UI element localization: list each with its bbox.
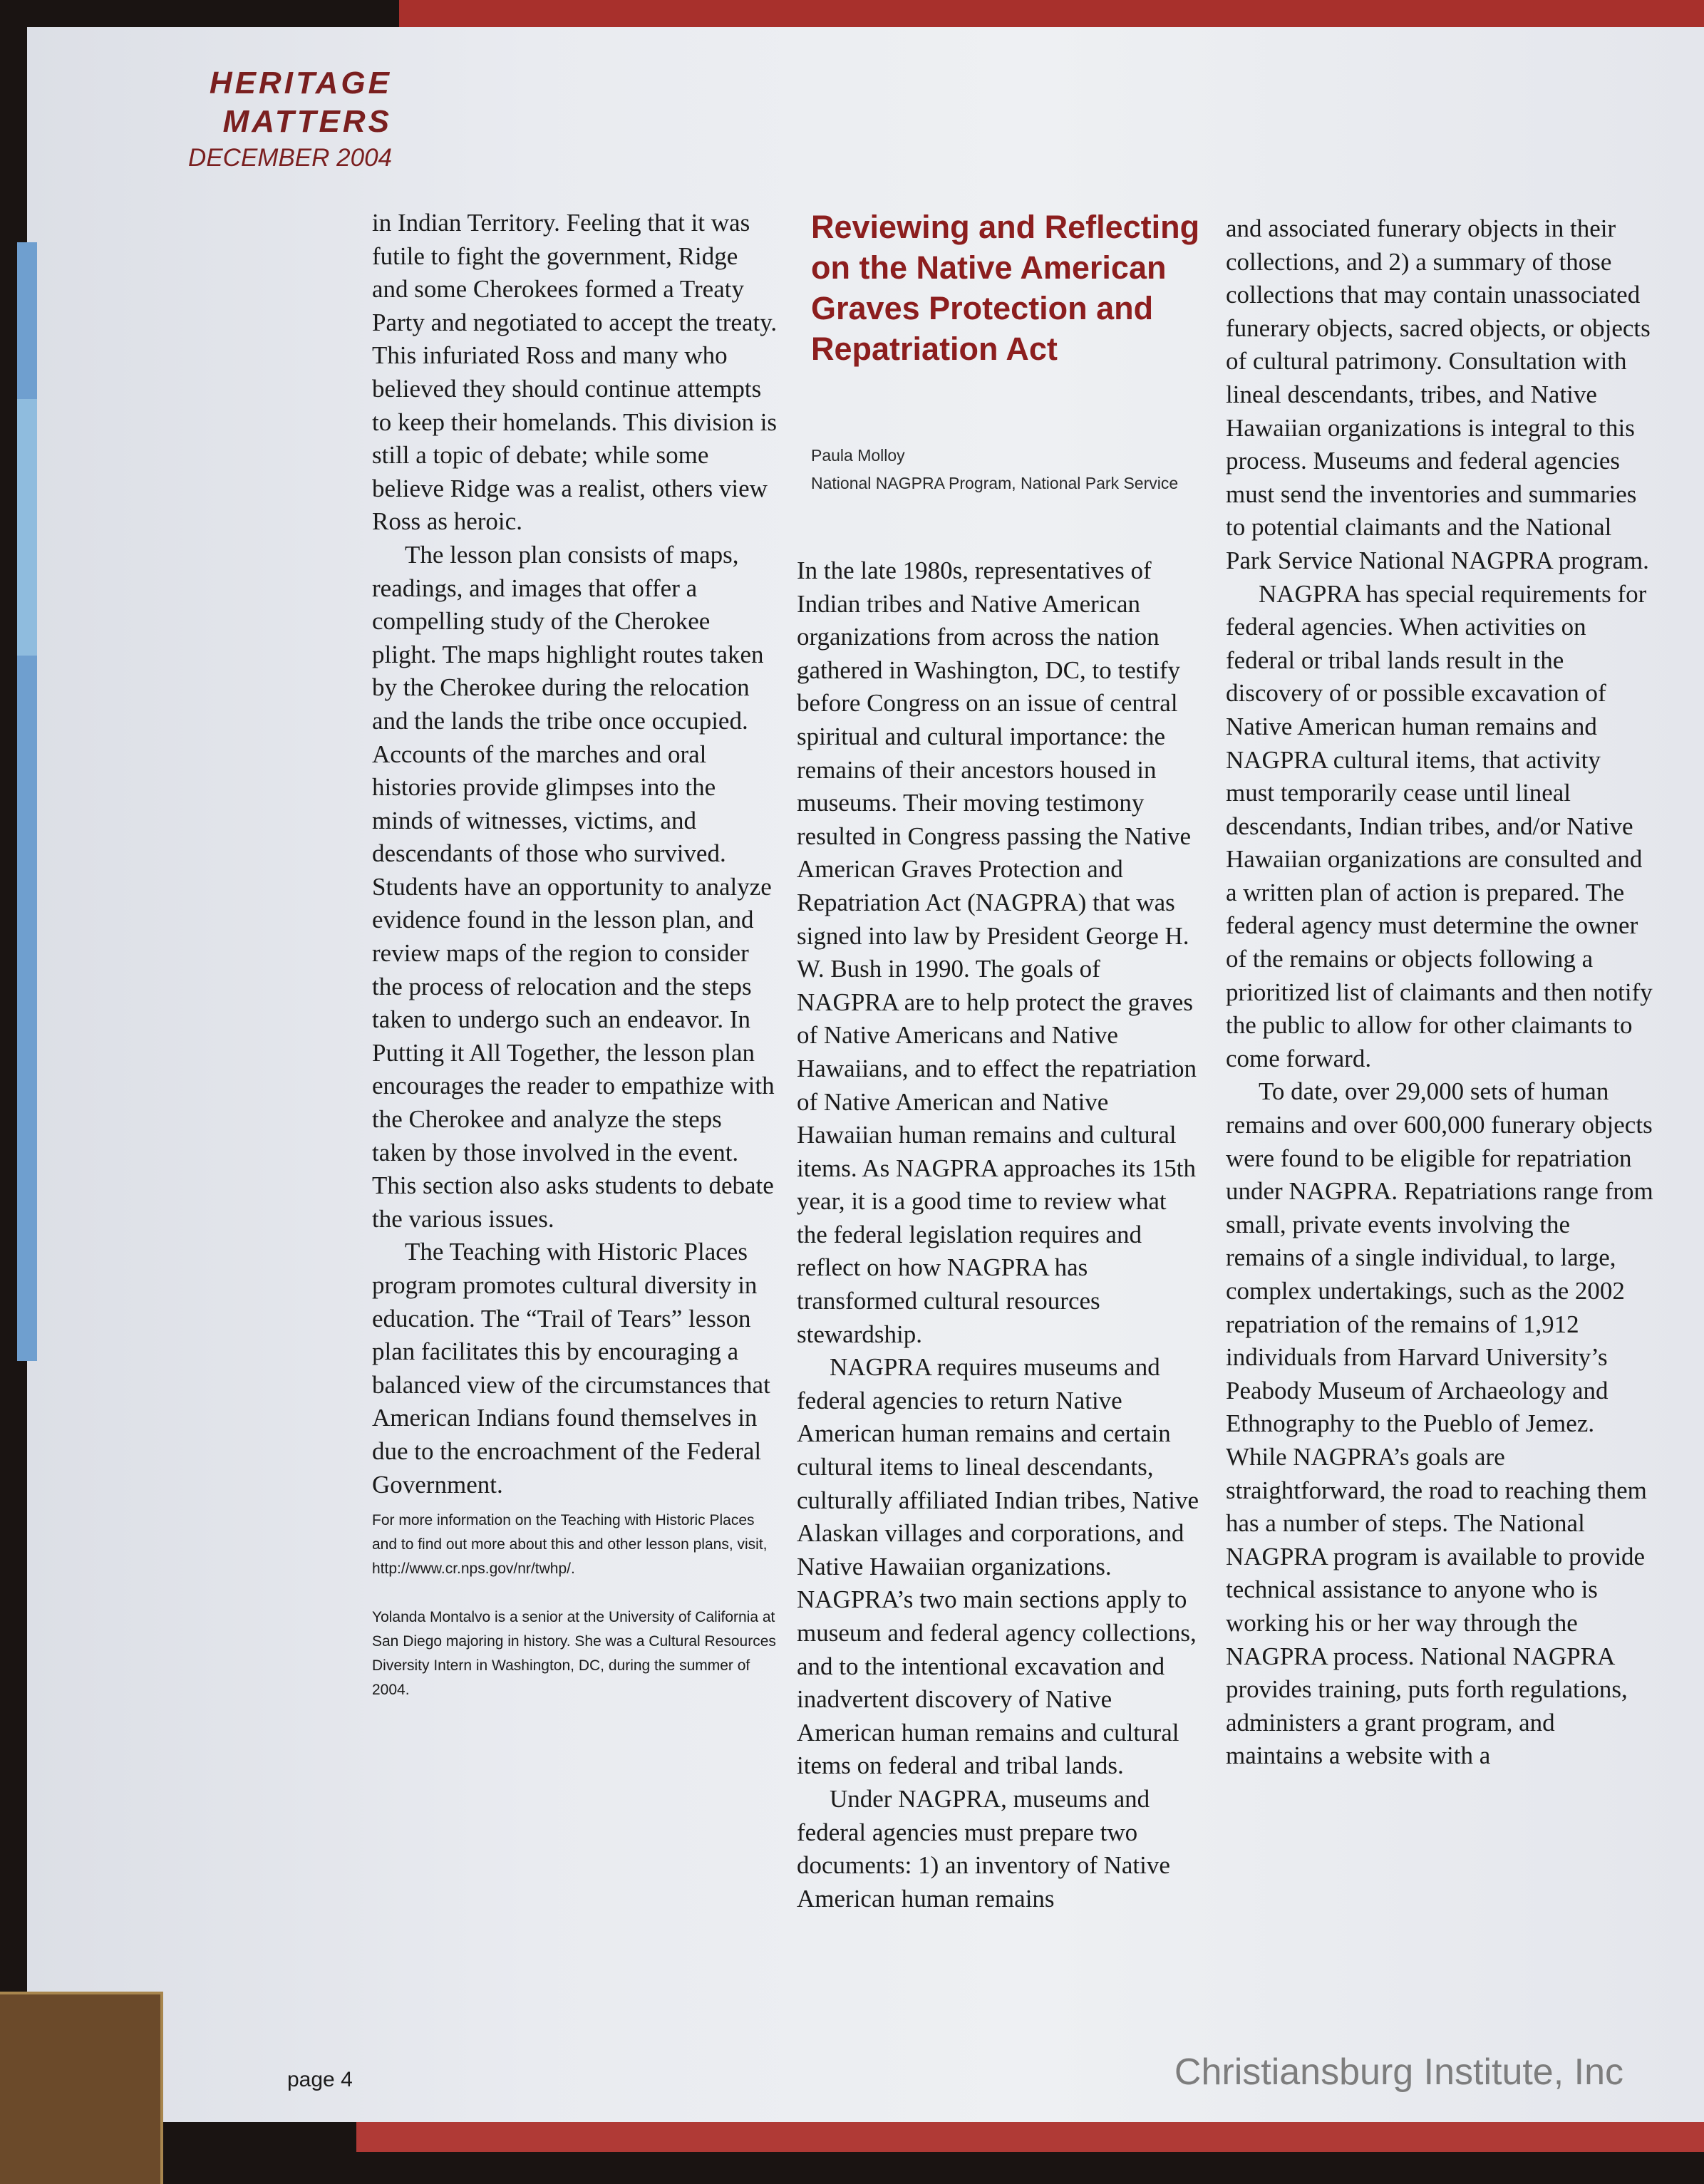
byline-name: Paula Molloy bbox=[811, 446, 905, 465]
paragraph: The lesson plan consists of maps, readings, and images that offer a compelling study of the Cherokee plight. The maps highlight routes taken by the Cherokee during the relocation and the lands the tribe once occupied. Accounts of the marches and oral histories provide glimpses into the minds of witnesses, victims, and descendants of those who survived. Students have an opportunity to analyze evidence found in the lesson plan, and review maps of the region to consider the process of relocation and the steps taken to undergo such an endeavor. In Putting it All Together, the lesson plan encourages the reader to empathize with the Cherokee and analyze the steps taken by those involved in the event. This section also asks students to debate the various issues. bbox=[372, 540, 775, 1233]
masthead bbox=[150, 64, 392, 172]
column-3 bbox=[1226, 212, 1653, 1773]
left-edge-strip-light bbox=[17, 399, 37, 656]
article-title: Reviewing and Reflecting on the Native American Graves Protection and Repatriation Act bbox=[811, 209, 1200, 367]
masthead-line2: MATTERS bbox=[222, 104, 392, 139]
paragraph: NAGPRA requires museums and federal agencies to return Native American human remains and certain cultural items to lineal descendants, culturally affiliated Indian tribes, Native Alaskan villages and corporations, and Native Hawaiian organizations. NAGPRA’s two main sections apply to museum and federal agency collections, and to the intentional excavation and inadvertent discovery of Native American human remains and cultural items on federal and tribal lands. bbox=[797, 1353, 1199, 1780]
paragraph: Under NAGPRA, museums and federal agencies must prepare two documents: 1) an inventory of Native American human remains bbox=[797, 1784, 1170, 1913]
paragraph: In the late 1980s, representatives of Indian tribes and Native American organizations from across the nation gathered in Washington, DC, to testify before Congress on an issue of central spiritual and cultural importance: the remains of their ancestors housed in museums. Their moving testimony resulted in Congress passing the Native American Graves Protection and Repatriation Act (NAGPRA) that was signed into law by President George H. W. Bush in 1990. The goals of NAGPRA are to help protect the graves of Native Americans and Native Hawaiians, and to effect the repatriation of Native American and Native Hawaiian human remains and cultural items. As NAGPRA approaches its 15th year, it is a good time to review what the federal legislation requires and reflect on how NAGPRA has transformed cultural resources stewardship. bbox=[797, 557, 1197, 1348]
watermark: Christiansburg Institute, Inc bbox=[1174, 2051, 1623, 2093]
paragraph: To date, over 29,000 sets of human remains and over 600,000 funerary objects were found to be eligible for repatriation under NAGPRA. Repatriations range from small, private events involving the remains of a single individual, to large, complex undertakings, such as the 2002 repatriation of the remains of 1,912 individuals from Harvard University’s Peabody Museum of Archaeology and Ethnography to the Pueblo of Jemez. While NAGPRA’s goals are straightforward, the road to reaching them has a number of steps. The National NAGPRA program is available to provide technical assistance to anyone who is working his or her way through the NAGPRA process. National NAGPRA provides training, puts forth regulations, administers a grant program, and maintains a website with a bbox=[1226, 1077, 1653, 1770]
paragraph: NAGPRA has special requirements for federal agencies. When activities on federal or tribal lands result in the discovery of or possible excavation of Native American human remains and NAGPRA cultural items, that activity must temporarily cease until lineal descendants, Indian tribes, and/or Native Hawaiian organizations are consulted and a written plan of action is prepared. The federal agency must determine the owner of the remains or objects following a prioritized list of claimants and then notify the public to allow for other claimants to come forward. bbox=[1226, 579, 1653, 1072]
page-number: page 4 bbox=[287, 2068, 353, 2091]
author-bio: Yolanda Montalvo is a senior at the University of California at San Diego majoring in history. She was a Cultural Resources Diversity Intern in Washington, DC, during the summer of 2004. bbox=[372, 1609, 776, 1699]
byline-org: National NAGPRA Program, National Park Service bbox=[811, 474, 1179, 492]
frame-corner bbox=[0, 1992, 163, 2184]
column-1 bbox=[372, 207, 778, 1702]
more-info-note: For more information on the Teaching with Historic Places and to find out more about this and other lesson plans, visit, http://www.cr.nps.gov/nr/twhp/. bbox=[372, 1512, 768, 1578]
paragraph: in Indian Territory. Feeling that it was futile to fight the government, Ridge and some Cherokees formed a Treaty Party and negotiated to accept the treaty. This infuriated Ross and many who believed they should continue attempts to keep their homelands. This division is still a topic of debate; while some believe Ridge was a realist, others view Ross as heroic. bbox=[372, 209, 778, 536]
paragraph: The Teaching with Historic Places program promotes cultural diversity in education. The “Trail of Tears” lesson plan facilitates this by encouraging a balanced view of the circumstances that American Indians found themselves in due to the encroachment of the Federal Government. bbox=[372, 1238, 770, 1499]
column-2 bbox=[797, 554, 1203, 1915]
issue-date: DECEMBER 2004 bbox=[188, 144, 392, 172]
paragraph: and associated funerary objects in their collections, and 2) a summary of those collections that may contain unassociated funerary objects, sacred objects, or objects of cultural patrimony. Consultation with lineal descendants, tribes, and Native Hawaiian organizations is integral to this process. Museums and federal agencies must send the inventories and summaries to potential claimants and the National Park Service National NAGPRA program. bbox=[1226, 214, 1651, 574]
article-byline bbox=[811, 442, 1182, 497]
masthead-line1: HERITAGE bbox=[209, 66, 392, 100]
